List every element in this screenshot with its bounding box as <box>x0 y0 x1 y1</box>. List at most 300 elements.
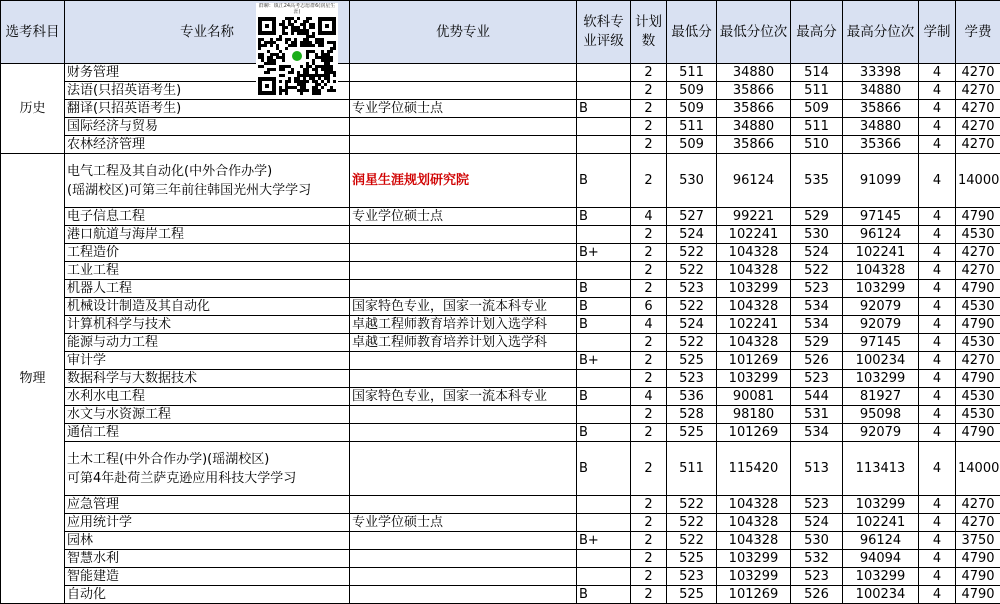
major-cell <box>65 154 350 208</box>
max-rank-cell-text: 94094 <box>860 551 901 566</box>
header-max-score: 最高分 <box>791 1 843 64</box>
min-score-cell-text: 522 <box>679 299 704 314</box>
max-rank-cell-text: 92079 <box>860 317 901 332</box>
plan-cell <box>631 100 667 118</box>
plan-cell-text: 2 <box>644 173 652 188</box>
plan-cell <box>631 388 667 406</box>
years-cell <box>919 64 956 82</box>
fee-cell <box>956 82 1000 100</box>
plan-cell <box>631 298 667 316</box>
rating-cell <box>577 550 631 568</box>
rating-cell <box>577 262 631 280</box>
min-rank-cell-text: 90081 <box>733 389 774 404</box>
max-score-cell-text: 530 <box>804 227 829 242</box>
min-rank-cell-text: 104328 <box>729 497 779 512</box>
rating-cell <box>577 424 631 442</box>
table-row <box>1 370 1000 388</box>
rating-cell-text: B <box>579 299 588 314</box>
min-rank-cell-text: 96124 <box>733 173 774 188</box>
max-score-cell-text: 524 <box>804 515 829 530</box>
fee-cell <box>956 298 1000 316</box>
min-rank-cell <box>717 298 791 316</box>
min-rank-cell-text: 103299 <box>729 371 779 386</box>
rating-cell <box>577 316 631 334</box>
years-cell <box>919 406 956 424</box>
max-score-cell-text: 529 <box>804 209 829 224</box>
fee-cell-text: 4790 <box>961 281 994 296</box>
max-rank-cell-text: 103299 <box>856 497 906 512</box>
years-cell <box>919 442 956 496</box>
max-score-cell <box>791 280 843 298</box>
major-cell <box>65 514 350 532</box>
fee-cell-text: 4270 <box>961 353 994 368</box>
plan-cell-text: 2 <box>644 281 652 296</box>
min-rank-cell <box>717 64 791 82</box>
plan-cell-text: 2 <box>644 587 652 602</box>
max-score-cell-text: 534 <box>804 317 829 332</box>
plan-cell <box>631 280 667 298</box>
plan-cell-text: 2 <box>644 497 652 512</box>
major-name: 电气工程及其自动化(中外合作办学) <box>67 164 272 179</box>
max-score-cell <box>791 388 843 406</box>
years-cell <box>919 316 956 334</box>
years-cell <box>919 568 956 586</box>
plan-cell-text: 2 <box>644 371 652 386</box>
max-rank-cell-text: 91099 <box>860 173 901 188</box>
max-score-cell <box>791 64 843 82</box>
plan-cell <box>631 496 667 514</box>
max-score-cell-text: 544 <box>804 389 829 404</box>
min-score-cell <box>667 388 717 406</box>
advantage-cell <box>350 406 577 424</box>
advantage-cell <box>350 352 577 370</box>
plan-cell <box>631 64 667 82</box>
min-score-cell-text: 522 <box>679 533 704 548</box>
max-score-cell-text: 511 <box>804 119 829 134</box>
min-score-cell-text: 527 <box>679 209 704 224</box>
major-cell <box>65 334 350 352</box>
max-score-cell <box>791 442 843 496</box>
max-rank-cell-text: 97145 <box>860 209 901 224</box>
major-cell <box>65 208 350 226</box>
max-score-cell-text: 534 <box>804 299 829 314</box>
table-row <box>1 226 1000 244</box>
major-cell <box>65 586 350 604</box>
min-score-cell <box>667 136 717 154</box>
max-rank-cell-text: 96124 <box>860 227 901 242</box>
max-score-cell <box>791 424 843 442</box>
min-score-cell-text: 511 <box>679 65 704 80</box>
max-score-cell-text: 514 <box>804 65 829 80</box>
header-major: 专业名称 <box>65 1 350 64</box>
max-rank-cell-text: 35866 <box>860 101 901 116</box>
plan-cell-text: 2 <box>644 245 652 260</box>
major-cell <box>65 424 350 442</box>
header-max-rank: 最高分位次 <box>843 1 919 64</box>
years-cell <box>919 514 956 532</box>
table-row <box>1 154 1000 208</box>
header-plan: 计划数 <box>631 1 667 64</box>
max-score-cell <box>791 568 843 586</box>
fee-cell <box>956 514 1000 532</box>
max-rank-cell <box>843 532 919 550</box>
max-score-cell-text: 531 <box>804 407 829 422</box>
major-name: 翻译(只招英语考生) <box>67 101 181 116</box>
major-name: 工业工程 <box>67 263 119 278</box>
plan-cell-text: 2 <box>644 425 652 440</box>
fee-cell <box>956 424 1000 442</box>
table-row <box>1 550 1000 568</box>
advantage-cell <box>350 100 577 118</box>
plan-cell-text: 2 <box>644 137 652 152</box>
advantage-cell <box>350 424 577 442</box>
rating-cell <box>577 154 631 208</box>
min-rank-cell-text: 101269 <box>729 353 779 368</box>
max-score-cell <box>791 514 843 532</box>
min-score-cell-text: 524 <box>679 317 704 332</box>
rating-cell <box>577 586 631 604</box>
years-cell-text: 4 <box>933 353 941 368</box>
min-rank-cell <box>717 496 791 514</box>
fee-cell <box>956 244 1000 262</box>
major-name: 国际经济与贸易 <box>67 119 158 134</box>
table-row <box>1 262 1000 280</box>
max-rank-cell <box>843 514 919 532</box>
header-min-rank: 最低分位次 <box>717 1 791 64</box>
major-name: 数据科学与大数据技术 <box>67 371 197 386</box>
min-score-cell <box>667 442 717 496</box>
years-cell-text: 4 <box>933 137 941 152</box>
min-rank-cell <box>717 280 791 298</box>
plan-cell-text: 4 <box>644 317 652 332</box>
table-row <box>1 442 1000 496</box>
min-score-cell-text: 530 <box>679 173 704 188</box>
rating-cell-text: B+ <box>579 533 599 548</box>
fee-cell-text: 4790 <box>961 569 994 584</box>
fee-cell <box>956 532 1000 550</box>
min-rank-cell-text: 35866 <box>733 83 774 98</box>
min-rank-cell-text: 103299 <box>729 551 779 566</box>
header-fee: 学费 <box>956 1 1000 64</box>
min-rank-cell-text: 104328 <box>729 245 779 260</box>
table-row <box>1 82 1000 100</box>
fee-cell-text: 4790 <box>961 317 994 332</box>
max-rank-cell <box>843 406 919 424</box>
max-rank-cell-text: 113413 <box>856 461 906 476</box>
fee-cell <box>956 334 1000 352</box>
min-score-cell <box>667 550 717 568</box>
min-score-cell-text: 509 <box>679 83 704 98</box>
max-score-cell <box>791 406 843 424</box>
fee-cell-text: 4270 <box>961 137 994 152</box>
fee-cell <box>956 370 1000 388</box>
plan-cell <box>631 352 667 370</box>
years-cell-text: 4 <box>933 425 941 440</box>
years-cell-text: 4 <box>933 263 941 278</box>
rating-cell <box>577 496 631 514</box>
fee-cell-text: 4270 <box>961 497 994 512</box>
min-score-cell <box>667 568 717 586</box>
max-rank-cell <box>843 262 919 280</box>
fee-cell-text: 4530 <box>961 227 994 242</box>
major-name: 水文与水资源工程 <box>67 407 171 422</box>
advantage-cell <box>350 316 577 334</box>
plan-cell <box>631 586 667 604</box>
rating-cell <box>577 388 631 406</box>
max-rank-cell-text: 100234 <box>856 353 906 368</box>
major-cell <box>65 100 350 118</box>
years-cell <box>919 136 956 154</box>
plan-cell <box>631 82 667 100</box>
table-row <box>1 136 1000 154</box>
min-rank-cell-text: 101269 <box>729 425 779 440</box>
advantage-cell <box>350 226 577 244</box>
max-rank-cell <box>843 442 919 496</box>
major-cell <box>65 316 350 334</box>
min-score-cell <box>667 118 717 136</box>
rating-cell <box>577 514 631 532</box>
major-name: 港口航道与海岸工程 <box>67 227 184 242</box>
min-rank-cell-text: 34880 <box>733 119 774 134</box>
max-rank-cell-text: 95098 <box>860 407 901 422</box>
max-score-cell <box>791 244 843 262</box>
major-name: 水利水电工程 <box>67 389 145 404</box>
major-cell <box>65 532 350 550</box>
advantage-cell <box>350 298 577 316</box>
max-rank-cell <box>843 118 919 136</box>
years-cell <box>919 262 956 280</box>
qr-code-icon <box>258 17 336 95</box>
max-rank-cell-text: 104328 <box>856 263 906 278</box>
years-cell-text: 4 <box>933 533 941 548</box>
fee-cell-text: 4270 <box>961 263 994 278</box>
max-score-cell <box>791 316 843 334</box>
fee-cell <box>956 100 1000 118</box>
min-score-cell <box>667 100 717 118</box>
advantage-cell-text: 润星生涯规划研究院 <box>352 173 469 188</box>
min-rank-cell <box>717 532 791 550</box>
years-cell-text: 4 <box>933 101 941 116</box>
min-score-cell-text: 522 <box>679 335 704 350</box>
min-rank-cell <box>717 334 791 352</box>
major-cell <box>65 226 350 244</box>
min-score-cell <box>667 280 717 298</box>
major-cell <box>65 262 350 280</box>
min-score-cell-text: 525 <box>679 425 704 440</box>
years-cell <box>919 118 956 136</box>
min-rank-cell-text: 34880 <box>733 65 774 80</box>
plan-cell-text: 2 <box>644 551 652 566</box>
years-cell <box>919 82 956 100</box>
years-cell-text: 4 <box>933 119 941 134</box>
min-rank-cell <box>717 550 791 568</box>
max-rank-cell <box>843 64 919 82</box>
max-score-cell <box>791 586 843 604</box>
advantage-cell-text: 卓越工程师教育培养计划入选学科 <box>352 335 547 350</box>
years-cell-text: 4 <box>933 245 941 260</box>
plan-cell <box>631 154 667 208</box>
years-cell-text: 4 <box>933 515 941 530</box>
fee-cell-text: 4270 <box>961 101 994 116</box>
min-rank-cell-text: 35866 <box>733 101 774 116</box>
plan-cell <box>631 334 667 352</box>
advantage-cell-text: 专业学位硕士点 <box>352 209 443 224</box>
min-score-cell-text: 524 <box>679 227 704 242</box>
rating-cell <box>577 226 631 244</box>
qr-code-overlay <box>256 3 338 99</box>
max-score-cell <box>791 208 843 226</box>
min-rank-cell <box>717 514 791 532</box>
max-rank-cell-text: 33398 <box>860 65 901 80</box>
advantage-cell <box>350 208 577 226</box>
max-score-cell <box>791 334 843 352</box>
max-rank-cell <box>843 424 919 442</box>
advantage-cell <box>350 64 577 82</box>
min-score-cell <box>667 82 717 100</box>
advantage-cell-text: 国家特色专业，国家一流本科专业 <box>352 299 547 314</box>
plan-cell-text: 2 <box>644 461 652 476</box>
years-cell-text: 4 <box>933 497 941 512</box>
min-score-cell-text: 525 <box>679 353 704 368</box>
qr-caption: 群聊：镇江24高考志愿群6(润星生涯) <box>256 3 338 17</box>
fee-cell-text: 4790 <box>961 371 994 386</box>
major-cell <box>65 298 350 316</box>
years-cell <box>919 352 956 370</box>
major-cell <box>65 568 350 586</box>
table-row <box>1 244 1000 262</box>
max-score-cell <box>791 262 843 280</box>
wechat-logo-icon <box>289 48 305 64</box>
min-score-cell-text: 522 <box>679 497 704 512</box>
max-score-cell <box>791 352 843 370</box>
major-cell <box>65 406 350 424</box>
min-rank-cell <box>717 244 791 262</box>
max-score-cell <box>791 154 843 208</box>
max-rank-cell-text: 102241 <box>856 245 906 260</box>
max-score-cell <box>791 100 843 118</box>
max-score-cell-text: 534 <box>804 425 829 440</box>
min-score-cell-text: 511 <box>679 119 704 134</box>
min-rank-cell-text: 104328 <box>729 263 779 278</box>
min-score-cell-text: 523 <box>679 371 704 386</box>
major-name: 智慧水利 <box>67 551 119 566</box>
table-row <box>1 586 1000 604</box>
years-cell-text: 4 <box>933 569 941 584</box>
max-rank-cell <box>843 586 919 604</box>
major-name: 计算机科学与技术 <box>67 317 171 332</box>
min-rank-cell-text: 104328 <box>729 335 779 350</box>
min-rank-cell-text: 99221 <box>733 209 774 224</box>
years-cell-text: 4 <box>933 461 941 476</box>
max-rank-cell <box>843 370 919 388</box>
fee-cell <box>956 568 1000 586</box>
years-cell-text: 4 <box>933 173 941 188</box>
min-score-cell <box>667 334 717 352</box>
years-cell-text: 4 <box>933 83 941 98</box>
years-cell-text: 4 <box>933 281 941 296</box>
major-note: 可第4年赴荷兰萨克逊应用科技大学学习 <box>67 471 296 486</box>
years-cell <box>919 298 956 316</box>
max-rank-cell <box>843 352 919 370</box>
years-cell-text: 4 <box>933 209 941 224</box>
max-rank-cell-text: 34880 <box>860 119 901 134</box>
min-score-cell <box>667 298 717 316</box>
plan-cell <box>631 244 667 262</box>
major-name: 农林经济管理 <box>67 137 145 152</box>
max-rank-cell-text: 103299 <box>856 281 906 296</box>
advantage-cell <box>350 514 577 532</box>
max-rank-cell <box>843 334 919 352</box>
fee-cell-text: 4270 <box>961 83 994 98</box>
fee-cell <box>956 118 1000 136</box>
years-cell <box>919 532 956 550</box>
rating-cell <box>577 118 631 136</box>
fee-cell-text: 4270 <box>961 119 994 134</box>
rating-cell-text: B+ <box>579 353 599 368</box>
min-score-cell <box>667 424 717 442</box>
fee-cell <box>956 64 1000 82</box>
min-score-cell-text: 525 <box>679 551 704 566</box>
rating-cell-text: B <box>579 101 588 116</box>
major-name: 园林 <box>67 533 93 548</box>
table-row <box>1 496 1000 514</box>
major-name: 土木工程(中外合作办学)(瑶湖校区) <box>67 452 269 467</box>
major-name: 法语(只招英语考生) <box>67 83 181 98</box>
major-name: 能源与动力工程 <box>67 335 158 350</box>
subject-cell: 物理 <box>1 154 65 604</box>
plan-cell-text: 2 <box>644 515 652 530</box>
max-rank-cell <box>843 568 919 586</box>
min-rank-cell <box>717 154 791 208</box>
max-score-cell-text: 523 <box>804 281 829 296</box>
fee-cell-text: 4530 <box>961 407 994 422</box>
years-cell <box>919 244 956 262</box>
plan-cell <box>631 226 667 244</box>
major-name: 工程造价 <box>67 245 119 260</box>
table-row <box>1 118 1000 136</box>
advantage-cell <box>350 262 577 280</box>
fee-cell <box>956 586 1000 604</box>
min-rank-cell-text: 103299 <box>729 281 779 296</box>
table-row <box>1 568 1000 586</box>
fee-cell-text: 14000 <box>958 173 999 188</box>
fee-cell <box>956 406 1000 424</box>
min-rank-cell <box>717 316 791 334</box>
plan-cell <box>631 550 667 568</box>
min-rank-cell-text: 35866 <box>733 137 774 152</box>
rating-cell-text: B <box>579 173 588 188</box>
max-rank-cell <box>843 100 919 118</box>
rating-cell <box>577 64 631 82</box>
max-score-cell <box>791 298 843 316</box>
max-rank-cell <box>843 550 919 568</box>
table-row <box>1 532 1000 550</box>
min-rank-cell-text: 115420 <box>729 461 779 476</box>
advantage-cell <box>350 496 577 514</box>
major-name: 审计学 <box>67 353 106 368</box>
max-rank-cell-text: 34880 <box>860 83 901 98</box>
plan-cell <box>631 370 667 388</box>
rating-cell-text: B <box>579 425 588 440</box>
min-score-cell-text: 528 <box>679 407 704 422</box>
rating-cell <box>577 370 631 388</box>
plan-cell <box>631 136 667 154</box>
table-body <box>1 64 1000 604</box>
major-name: 财务管理 <box>67 65 119 80</box>
max-rank-cell <box>843 208 919 226</box>
max-score-cell <box>791 226 843 244</box>
rating-cell-text: B+ <box>579 245 599 260</box>
